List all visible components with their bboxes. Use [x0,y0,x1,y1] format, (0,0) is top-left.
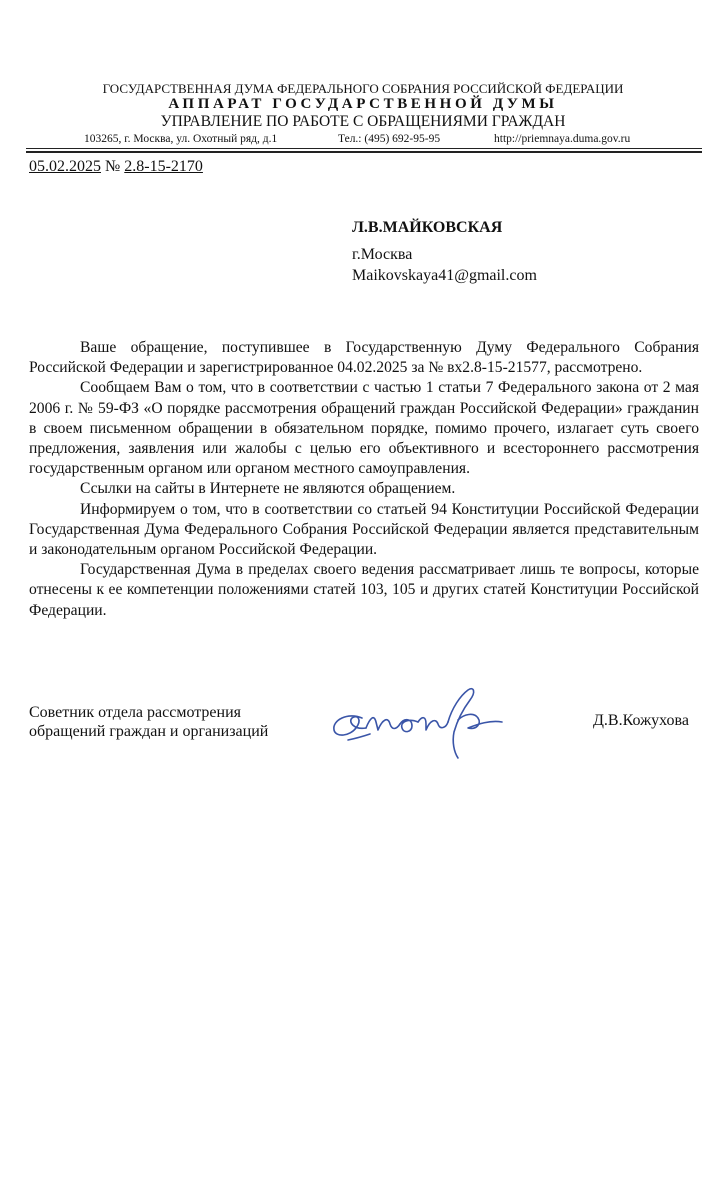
registration-line [29,158,203,176]
signatory-title-line: обращений граждан и организаций [29,723,269,740]
signature-stroke [334,716,366,735]
body-paragraph: Ссылки на сайты в Интернете не являются обращением. [80,480,456,498]
registration-number: 2.8-15-2170 [124,158,203,175]
signature-stroke [366,718,400,730]
website-link[interactable]: http://priemnaya.duma.gov.ru [494,133,631,145]
addressee-name: Л.В.МАЙКОВСКАЯ [352,219,503,236]
body-paragraph: Информируем о том, что в соответствии со статьей 94 Конституции Российской Федерации Государственная Дума Федерального Собрания Российской Федерации является представительным и законодательным органом Российской Федерации. [29,500,699,559]
letter-body [29,338,699,621]
signature-stroke [400,720,418,732]
postal-address: 103265, г. Москва, ул. Охотный ряд, д.1 [84,133,278,145]
header-rule-thick [26,151,702,153]
signatory-title [29,703,268,741]
signature-stroke [418,718,448,730]
header-rule-thin [26,148,702,149]
signature-stroke [348,734,370,740]
addressee-email[interactable]: Maikovskaya41@gmail.com [352,267,537,284]
phone-number: Тел.: (495) 692-95-95 [338,133,441,145]
registration-date: 05.02.2025 [29,158,101,175]
signatory-title-line: Советник отдела рассмотрения [29,704,242,721]
body-paragraph: Сообщаем Вам о том, что в соответствии с частью 1 статьи 7 Федерального закона от 2 мая 2006 г. № 59-ФЗ «О порядке рассмотрения обращений граждан Российской Федерации» гражданин в своем письменном обращении в обязательном порядке, помимо прочего, излагает суть своего предложения, заявления или жалобы с целью его объективного и всестороннего рассмотрения государственным органом или органом местного самоуправления. [29,379,699,478]
department-title: УПРАВЛЕНИЕ ПО РАБОТЕ С ОБРАЩЕНИЯМИ ГРАЖДАН [160,113,566,130]
signature-stroke [448,689,474,758]
body-paragraph: Ваше обращение, поступившее в Государственную Думу Федерального Собрания Российской Федерации и зарегистрированное 04.02.2025 за № вх2.8-15-21577, рассмотрено. [29,339,699,377]
org-name-line: ГОСУДАРСТВЕННАЯ ДУМА ФЕДЕРАЛЬНОГО СОБРАНИЯ РОССИЙСКОЙ ФЕДЕРАЦИИ [102,81,624,96]
signature-stroke [458,714,502,728]
body-paragraph: Государственная Дума в пределах своего ведения рассматривает лишь те вопросы, которые отнесены к ее компетенции положениями статей 103, 105 и других статей Конституции Российской Федерации. [29,561,699,619]
number-sign: № [105,158,121,175]
handwritten-signature [318,678,518,768]
apparat-title: АППАРАТ ГОСУДАРСТВЕННОЙ ДУМЫ [168,96,558,112]
signatory-name: Д.В.Кожухова [593,712,689,729]
addressee-city: г.Москва [352,246,413,263]
